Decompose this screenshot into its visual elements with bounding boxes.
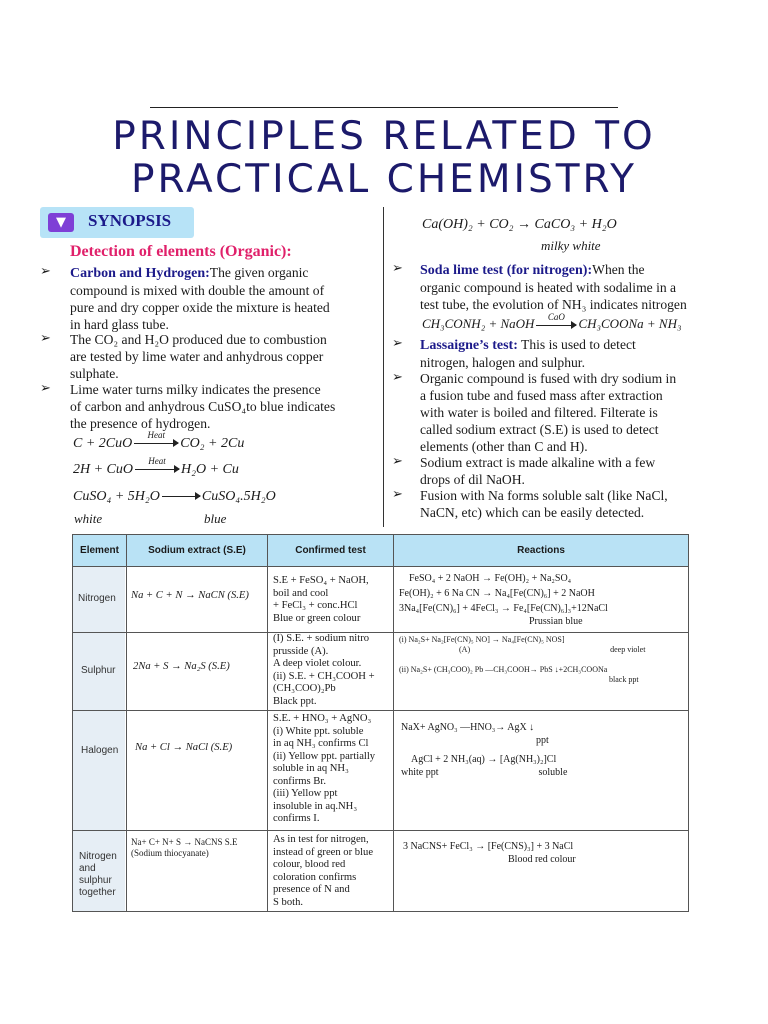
bullet-combustion	[70, 331, 380, 382]
arrow-label: CaO	[547, 311, 565, 322]
test-line: (I) S.E. + sodium nitro	[273, 633, 370, 644]
text-line: This is used to detect	[517, 337, 636, 352]
se-nitrogen: Na + C + N → NaCN (S.E)	[131, 590, 249, 601]
bullet-icon: ➢	[40, 381, 51, 396]
synopsis-label: SYNOPSIS	[88, 211, 172, 230]
bullet-lime-water	[70, 381, 380, 432]
reactions-halogen	[401, 721, 687, 779]
page-title-line2: PRACTICAL CHEMISTRY	[131, 157, 637, 202]
bullet-head: Carbon and Hydrogen:	[70, 266, 210, 281]
reactions-sulphur	[399, 635, 687, 685]
test-line: (ii) S.E. + CH₃COOH +	[273, 670, 375, 682]
equation-soda-lime	[422, 311, 682, 332]
text-line: of carbon and anhydrous CuSO₄to blue indicates	[70, 399, 336, 414]
test-line: S.E + FeSO₄ + NaOH,	[273, 575, 369, 586]
label-blue: blue	[204, 511, 227, 526]
text-line: in hard glass tube.	[70, 317, 169, 332]
element-nitrogen-sulphur: Nitrogen and sulphur together	[79, 851, 117, 898]
text-line: a fusion tube and fused mass after extraction	[420, 388, 663, 403]
test-line: (ii) Yellow ppt. partially	[273, 750, 376, 762]
test-line: Blue or green colour	[273, 612, 361, 624]
bullet-icon: ➢	[392, 336, 403, 351]
bullet-head: Soda lime test (for nitrogen):	[420, 263, 593, 278]
text-line: Organic compound is fused with dry sodium in	[420, 371, 677, 386]
reaction-line: deep violet	[610, 645, 646, 654]
test-line: boil and cool	[273, 587, 329, 599]
bullet-alkaline	[420, 454, 730, 488]
reactions-nitrogen-sulphur	[403, 840, 687, 866]
text-line: are tested by lime water and anhydrous copper	[70, 349, 324, 364]
reaction-line: (ii) Na₂S+ (CH₃COO)₂ Pb —CH₃COOH→ PbS ↓+2CH₃COONa	[399, 665, 608, 674]
test-line: instead of green or blue	[273, 846, 374, 858]
reaction-line: Prussian blue	[529, 616, 583, 627]
test-line: confirms I.	[273, 813, 320, 824]
reaction-line: 3 NaCNS+ FeCl₃ → [Fe(CNS)₃] + 3 NaCl	[403, 841, 574, 852]
test-line: insoluble in aq.NH₃	[273, 800, 358, 812]
test-line: (iii) Yellow ppt	[273, 788, 338, 799]
test-line: (CH₃COO)₂Pb	[273, 683, 336, 694]
reaction-line: white ppt	[401, 767, 439, 778]
test-line: + FeCl₃ + conc.HCl	[273, 600, 358, 611]
text-line: organic compound is heated with sodalime in a	[420, 280, 677, 295]
test-line: in aq NH₃ confirms Cl	[273, 738, 369, 749]
eq-rhs: CO₂ + 2Cu	[180, 436, 245, 451]
section-heading: Detection of elements (Organic):	[70, 243, 292, 260]
title-rule	[150, 107, 618, 108]
text-line: elements (other than C and H).	[420, 439, 588, 454]
page-title-line1: PRINCIPLES RELATED TO	[112, 114, 656, 159]
bullet-icon: ➢	[40, 331, 51, 346]
equation-1	[73, 430, 245, 452]
row-divider	[73, 710, 688, 711]
test-line: S.E. + HNO₃ + AgNO₃	[273, 713, 372, 724]
test-line: confirms Br.	[273, 775, 326, 787]
bullet-lassaigne	[420, 336, 730, 371]
test-sulphur	[273, 633, 391, 708]
col-header-confirmed-test: Confirmed test	[268, 535, 393, 566]
row-divider	[73, 566, 688, 567]
eq-lhs: 2H + CuO	[73, 462, 134, 477]
reaction-line: black ppt	[609, 675, 639, 684]
se-nitrogen-sulphur: Na+ C+ N+ S → NaCNS S.E (Sodium thiocyanate)	[131, 837, 238, 858]
col-header-sodium-extract: Sodium extract (S.E)	[127, 535, 267, 566]
text-line: The CO₂ and H₂O produced due to combustion	[70, 332, 327, 347]
test-line: As in test for nitrogen,	[273, 834, 369, 845]
equation-2	[73, 456, 239, 478]
bullet-soluble-salt	[420, 487, 730, 521]
equation-limewater: Ca(OH)₂ + CO₂ → CaCO₃ + H₂O	[422, 217, 617, 232]
equation-3	[73, 489, 276, 505]
reaction-line: Blood red colour	[508, 854, 576, 865]
eq-rhs: CuSO₄.5H₂O	[201, 489, 276, 504]
text-line: Lime water turns milky indicates the presence	[70, 382, 321, 397]
text-line: drops of dil NaOH.	[420, 472, 525, 487]
bullet-head: Lassaigne’s test:	[420, 338, 518, 353]
reaction-line: 3Na₄[Fe(CN)₆] + 4FeCl₃ → Fe₄[Fe(CN)₆]₃+12NaCl	[399, 603, 608, 614]
col-header-element: Element	[73, 535, 126, 566]
reaction-line: NaX+ AgNO₃ —HNO₃→ AgX ↓	[401, 722, 535, 733]
bullet-icon: ➢	[40, 264, 51, 279]
col-divider	[126, 535, 127, 911]
col-header-reactions: Reactions	[394, 535, 688, 566]
text-line: The given organic	[209, 265, 309, 280]
reaction-line: (i) Na₂S+ Na₂[Fe(CN)₅ NO] → Na₄[Fe(CN)₅ NOS]	[399, 635, 565, 644]
text-line: test tube, the evolution of NH₃ indicates nitrogen	[420, 297, 687, 312]
column-divider	[383, 207, 384, 527]
text-line: nitrogen, halogen and sulphur.	[420, 355, 585, 370]
text-line: the presence of hydrogen.	[70, 416, 211, 431]
reactions-nitrogen	[399, 571, 687, 627]
row-divider	[73, 830, 688, 831]
bullet-fusion	[420, 370, 730, 455]
text-line: Sodium extract is made alkaline with a few	[420, 455, 656, 470]
col-divider	[393, 535, 394, 911]
reaction-line: AgCl + 2 NH₃(aq) → [Ag(NH₃)₂]Cl	[411, 754, 557, 765]
text-line: called sodium extract (S.E) is used to detect	[420, 422, 659, 437]
eq-rhs: CH₃COONa + NH₃	[578, 316, 682, 331]
reaction-line: ppt	[536, 735, 549, 746]
text-line: with water is boiled and filtered. Filterate is	[420, 405, 658, 420]
label-milky-white: milky white	[541, 238, 601, 253]
arrow-label: Heat	[148, 456, 166, 467]
down-arrow-icon: ▼	[48, 213, 74, 232]
test-line: coloration confirms	[273, 871, 357, 883]
test-nitrogen-sulphur	[273, 834, 391, 909]
synopsis-badge	[40, 207, 194, 238]
text-line: pure and dry copper oxide the mixture is heated	[70, 300, 330, 315]
element-sulphur: Sulphur	[81, 665, 116, 676]
bullet-soda-lime	[420, 261, 730, 313]
eq-rhs: H₂O + Cu	[181, 462, 239, 477]
test-line: prusside (A).	[273, 645, 329, 657]
bullet-icon: ➢	[392, 487, 403, 502]
test-line: presence of N and	[273, 884, 350, 895]
test-line: A deep violet colour.	[273, 658, 362, 669]
text-line: compound is mixed with double the amount of	[70, 283, 325, 298]
test-line: Black ppt.	[273, 695, 317, 707]
se-sulphur: 2Na + S → Na₂S (S.E)	[133, 661, 230, 672]
reaction-line: (A)	[459, 645, 471, 654]
col-divider	[267, 535, 268, 911]
se-halogen: Na + Cl → NaCl (S.E)	[135, 742, 233, 753]
reaction-line: FeSO₄ + 2 NaOH → Fe(OH)₂ + Na₂SO₄	[409, 573, 572, 584]
eq-lhs: C + 2CuO	[73, 436, 133, 451]
label-white: white	[74, 511, 103, 526]
test-line: soluble in aq NH₃	[273, 763, 349, 774]
test-line: colour, blood red	[273, 859, 346, 870]
test-halogen	[273, 713, 391, 826]
arrow-label: Heat	[147, 430, 165, 441]
text-line: When the	[592, 262, 645, 277]
bullet-icon: ➢	[392, 261, 403, 276]
lassaigne-table	[72, 534, 689, 912]
test-nitrogen	[273, 575, 391, 625]
eq-lhs: CH₃CONH₂ + NaOH	[422, 316, 535, 331]
bullet-icon: ➢	[392, 370, 403, 385]
bullet-icon: ➢	[392, 454, 403, 469]
reaction-line: Fe(OH)₂ + 6 Na CN → Na₄[Fe(CN)₆] + 2 NaOH	[399, 588, 595, 599]
text-line: Fusion with Na forms soluble salt (like NaCl,	[420, 488, 668, 503]
element-halogen: Halogen	[81, 745, 119, 756]
bullet-carbon-hydrogen	[70, 264, 380, 333]
reaction-line: soluble	[538, 767, 568, 778]
text-line: sulphate.	[70, 366, 119, 381]
test-line: (i) White ppt. soluble	[273, 725, 364, 737]
text-line: NaCN, etc) which can be easily detected.	[420, 505, 645, 520]
eq-lhs: CuSO₄ + 5H₂O	[73, 489, 160, 504]
element-nitrogen: Nitrogen	[78, 593, 116, 604]
test-line: S both.	[273, 896, 304, 908]
